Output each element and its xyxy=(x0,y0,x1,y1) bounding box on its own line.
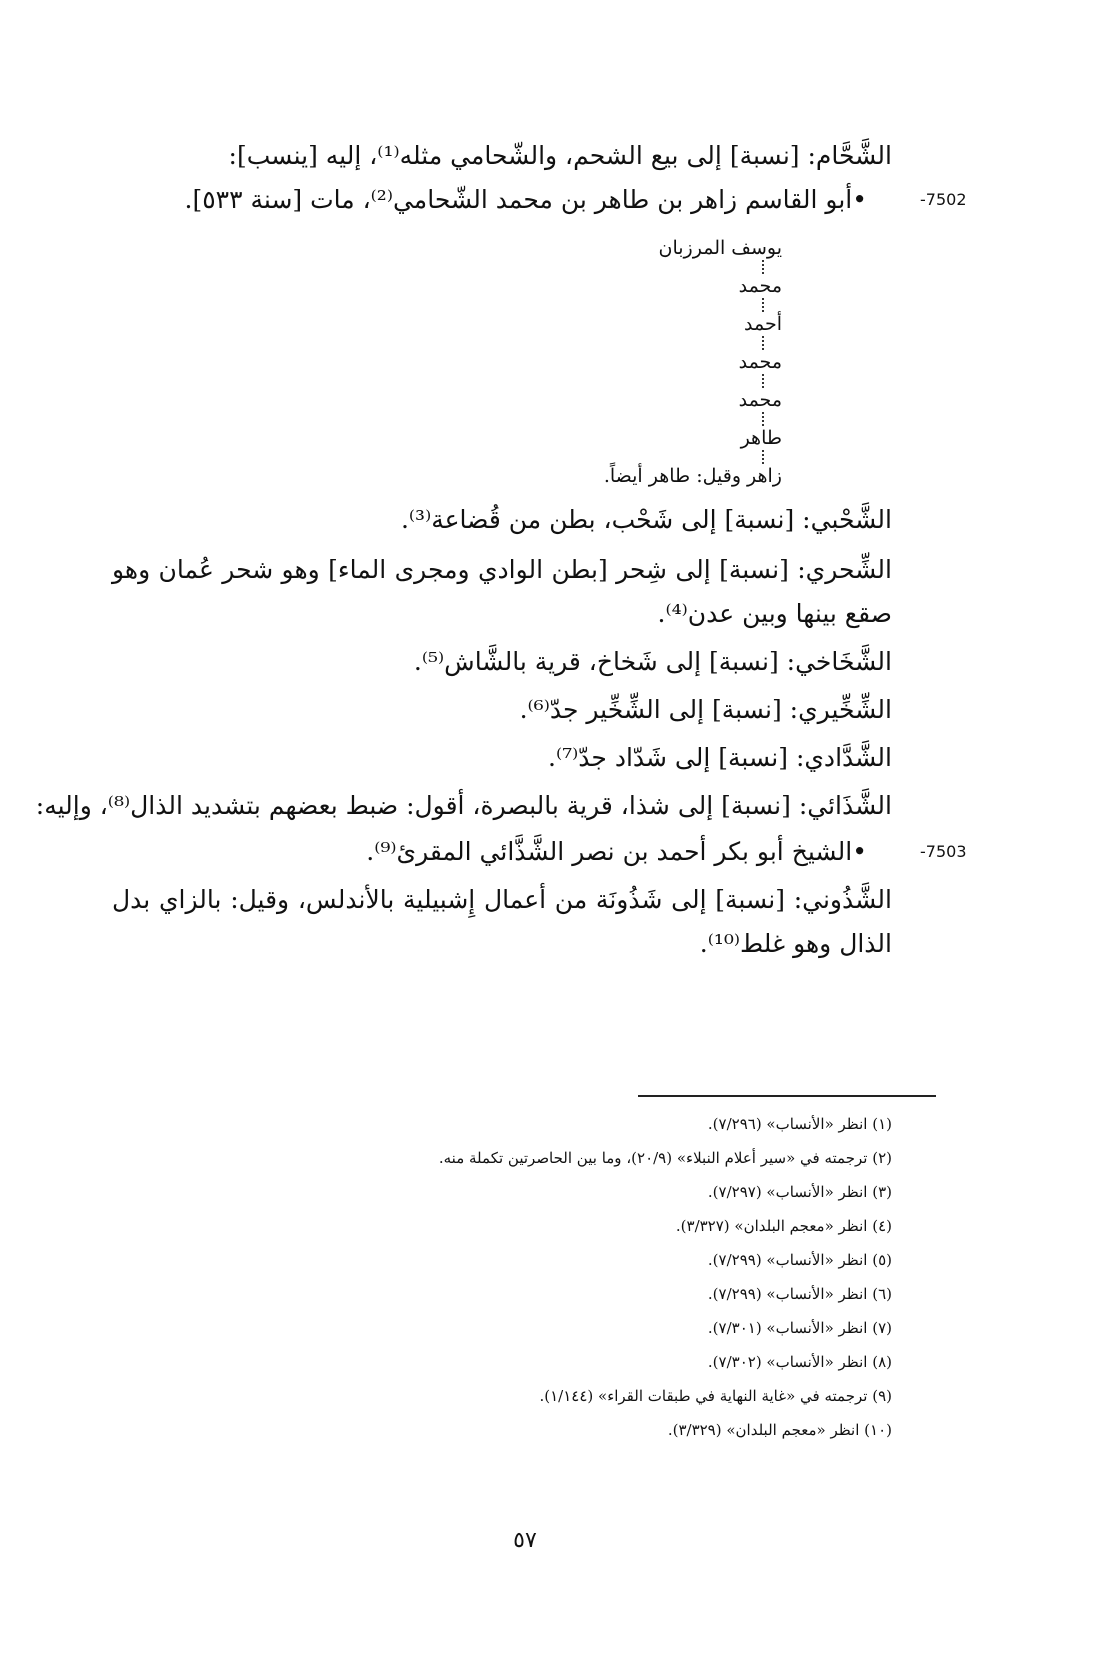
lineage-connector xyxy=(762,412,764,426)
footnote-separator xyxy=(638,1095,936,1097)
footnote: (٥) انظر «الأنساب» (٧/٢٩٩). xyxy=(707,1251,892,1269)
entry-number: -7503 xyxy=(920,842,967,861)
footnote: (٣) انظر «الأنساب» (٧/٢٩٧). xyxy=(707,1183,892,1201)
entry-shahham: الشَّحَّام: [نسبة] إلى بيع الشحم، والشّحامي مثله⁽¹⁾، إليه [ينسب]: xyxy=(228,141,892,170)
lineage-node: يوسف المرزبان xyxy=(658,237,782,259)
entry-abu-bakr: •الشيخ أبو بكر أحمد بن نصر الشَّذَّائي المقرئ⁽⁹⁾. xyxy=(366,837,867,866)
lineage-node: محمد xyxy=(738,351,782,373)
lineage-connector xyxy=(762,450,764,464)
entry-abu-al-qasim: •أبو القاسم زاهر بن طاهر بن محمد الشّحامي⁽²⁾، مات [سنة ٥٣٣]. xyxy=(184,185,867,214)
footnote: (١٠) انظر «معجم البلدان» (٣/٣٢٩). xyxy=(667,1421,892,1439)
entry-shakhakhi: الشَّخَاخي: [نسبة] إلى شَخاخ، قرية بالشَّاش⁽⁵⁾. xyxy=(413,647,892,676)
lineage-node: محمد xyxy=(738,389,782,411)
lineage-connector xyxy=(762,298,764,312)
entry-shaddadi: الشَّدَّادي: [نسبة] إلى شَدّاد جدّ⁽⁷⁾. xyxy=(548,743,892,772)
entry-number: -7502 xyxy=(920,190,967,209)
entry-shahbi: الشَّحْبي: [نسبة] إلى شَحْب، بطن من قُضاعة⁽³⁾. xyxy=(400,505,892,534)
lineage-node: أحمد xyxy=(744,313,782,335)
entry-shadhuni: الشَّذُوني: [نسبة] إلى شَذُونَة من أعمال إِشبيلية بالأندلس، وقيل: بالزاي بدل الذال وهو غلط⁽¹⁰⁾. xyxy=(112,885,892,958)
footnote: (٩) ترجمته في «غاية النهاية في طبقات القراء» (١/١٤٤). xyxy=(539,1387,892,1405)
lineage-connector xyxy=(762,336,764,350)
entry-shadhai: الشَّذَائي: [نسبة] إلى شذا، قرية بالبصرة، أقول: ضبط بعضهم بتشديد الذال⁽⁸⁾، وإليه: xyxy=(35,791,892,820)
footnote: (٦) انظر «الأنساب» (٧/٢٩٩). xyxy=(707,1285,892,1303)
footnote: (٧) انظر «الأنساب» (٧/٣٠١). xyxy=(707,1319,892,1337)
footnote: (٤) انظر «معجم البلدان» (٣/٣٢٧). xyxy=(675,1217,892,1235)
lineage-node: طاهر xyxy=(740,427,782,449)
lineage-connector xyxy=(762,260,764,274)
page-number: ٥٧ xyxy=(513,1528,537,1553)
footnote: (١) انظر «الأنساب» (٧/٢٩٦). xyxy=(707,1115,892,1133)
entry-shihri: الشِّحري: [نسبة] إلى شِحر [بطن الوادي ومجرى الماء] وهو شحر عُمان وهو صقع بينها وبين عدن⁽⁴⁾. xyxy=(112,555,892,628)
lineage-node: زاهر وقيل: طاهر أيضاً. xyxy=(603,465,782,487)
lineage-node: محمد xyxy=(738,275,782,297)
footnote: (٨) انظر «الأنساب» (٧/٣٠٢). xyxy=(707,1353,892,1371)
lineage-tree xyxy=(604,236,782,488)
entry-shikhkhiri: الشِّخِّيري: [نسبة] إلى الشِّخِّير جدّ⁽⁶⁾. xyxy=(519,695,892,724)
footnote: (٢) ترجمته في «سير أعلام النبلاء» (٢٠/٩)، وما بين الحاصرتين تكملة منه. xyxy=(438,1149,892,1167)
lineage-connector xyxy=(762,374,764,388)
